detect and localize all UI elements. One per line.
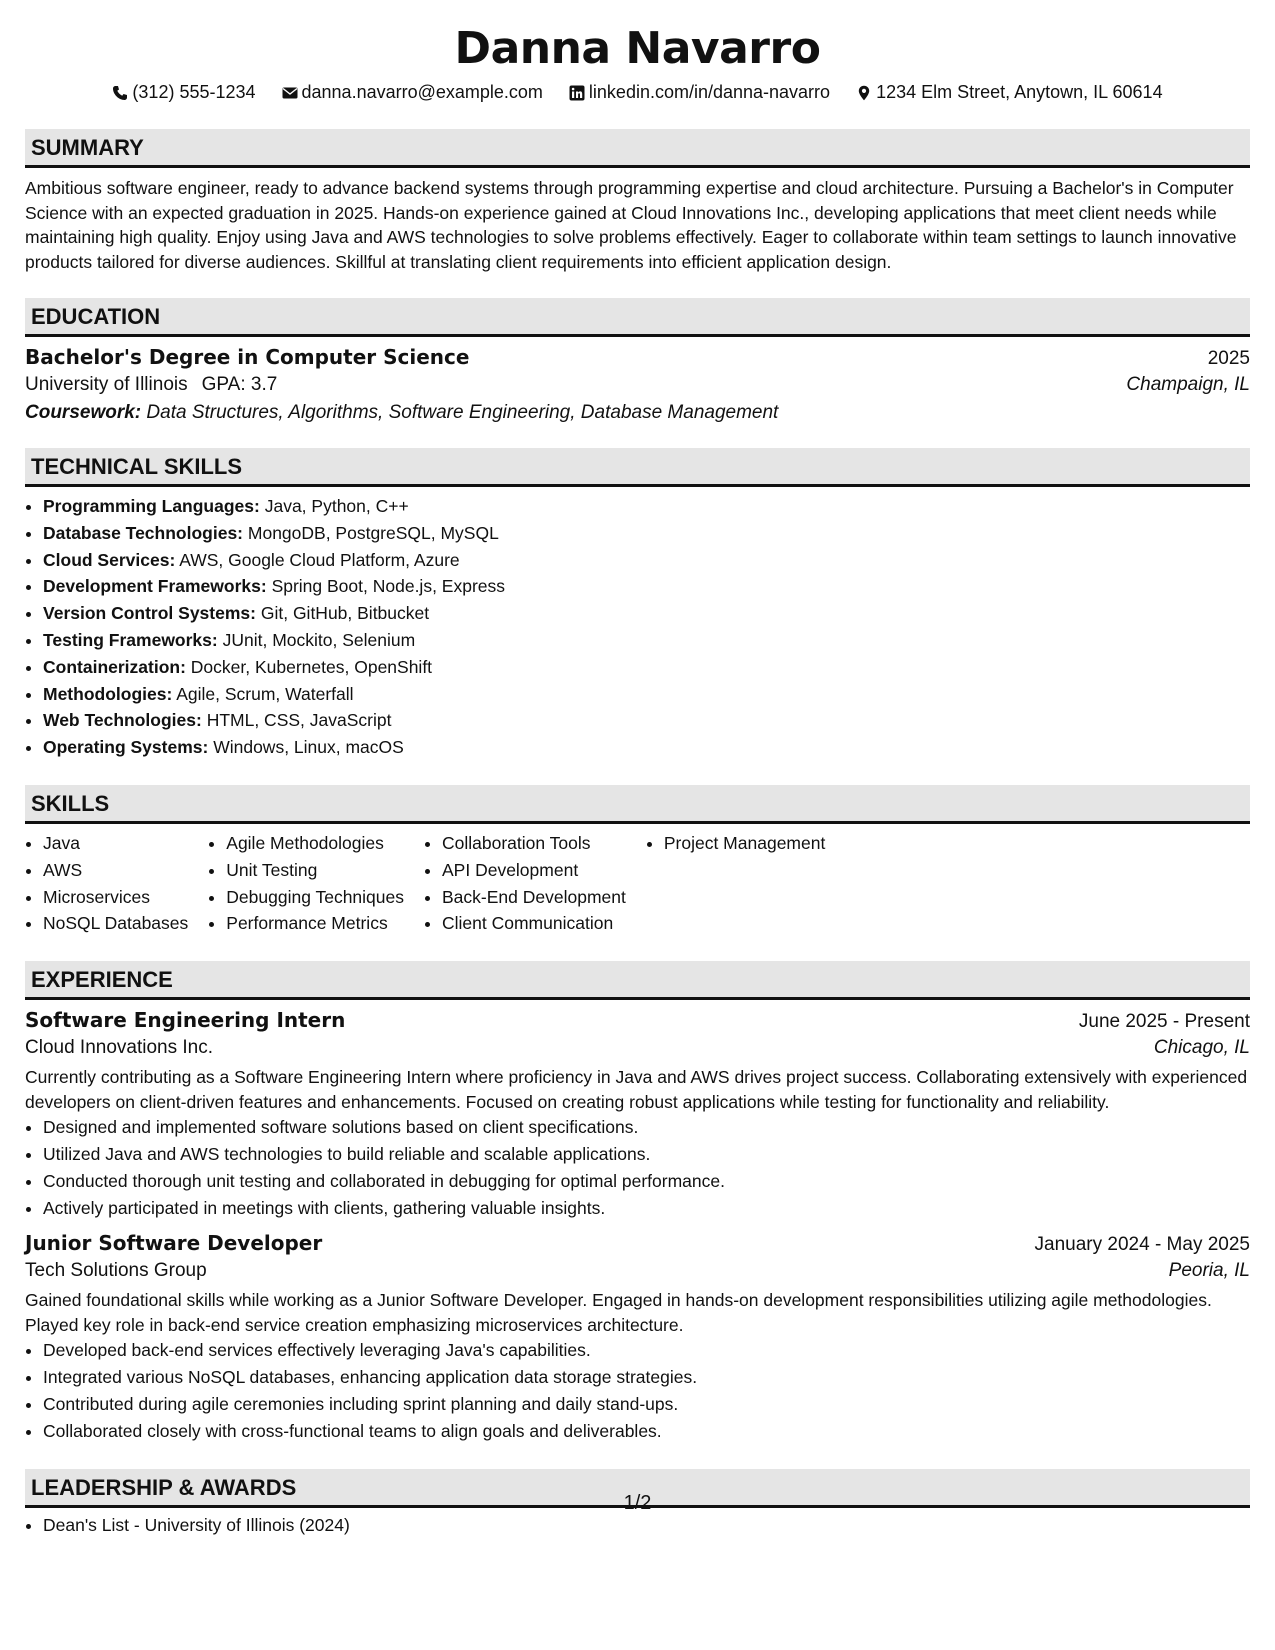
skill-category: Database Technologies: (43, 522, 244, 543)
job-summary: Gained foundational skills while working as a Junior Software Developer. Engaged in hands-on development responsibilities utilizing agile methodologies. Played key role in back-end service creation emphasizing microservices architecture. (25, 1290, 1212, 1335)
list-item: • Unit Testing (226, 857, 404, 884)
skill-category: Development Frameworks: (43, 576, 267, 597)
skill-values: Windows, Linux, macOS (213, 737, 404, 758)
job-company-row (25, 1037, 1250, 1059)
list-item: • Dean's List - University of Illinois (2024) (43, 1512, 1250, 1539)
list-item (43, 654, 1250, 681)
skills-column (424, 830, 626, 937)
summary-text: Ambitious software engineer, ready to advance backend systems through programming expertise and cloud architecture. Pursuing a Bachelor's in Computer Science with an expected graduation in 2025. Hands-on experience gained at Cloud Innovations Inc., developing applications that meet client needs while maintaining high quality. Enjoy using Java and AWS technologies to solve problems effectively. Eager to collaborate within team settings to launch innovative products tailored for diverse audiences. Skillful at translating client requirements into efficient application design. (25, 178, 1237, 272)
candidate-name: Danna Navarro (454, 23, 821, 74)
graduation-year: 2025 (1207, 348, 1250, 369)
list-item: • NoSQL Databases (43, 910, 188, 937)
resume-page (25, 22, 1250, 1538)
job-dates: January 2024 - May 2025 (1034, 1234, 1250, 1256)
list-item (43, 520, 1250, 547)
list-item: • AWS (43, 857, 188, 884)
job-company-row (25, 1260, 1250, 1282)
linkedin-text: linkedin.com/in/danna-navarro (588, 82, 831, 102)
skill-values: Agile, Scrum, Waterfall (176, 683, 354, 704)
skill-values: Docker, Kubernetes, OpenShift (190, 656, 433, 677)
skill-category: Version Control Systems: (43, 603, 256, 624)
skill-values: MongoDB, PostgreSQL, MySQL (247, 522, 499, 543)
section-heading-leadership: LEADERSHIP & AWARDS (25, 1469, 1250, 1508)
job-dates: June 2025 - Present (1078, 1011, 1250, 1033)
list-item: • Designed and implemented software solutions based on client specifications. (43, 1114, 1250, 1141)
list-item: • Actively participated in meetings with clients, gathering valuable insights. (43, 1195, 1250, 1222)
skill-values: Java, Python, C++ (264, 496, 409, 516)
list-item: • Conducted thorough unit testing and collaborated in debugging for optimal performance. (43, 1168, 1250, 1195)
page-number: 1/2 (623, 1492, 652, 1514)
school-name: University of Illinois (25, 374, 188, 395)
skill-category: Programming Languages: (43, 496, 260, 516)
list-item: • Microservices (43, 884, 188, 911)
skills-column (25, 830, 188, 937)
job-entry (25, 1000, 1250, 1221)
company-name: Cloud Innovations Inc. (25, 1037, 214, 1059)
section-heading-summary: SUMMARY (25, 129, 1250, 168)
list-item: • Project Management (664, 830, 825, 857)
job-summary: Currently contributing as a Software Engineering Intern where proficiency in Java and AWS drives project success. Collaborating extensively with experienced developers on client-driven features and enhancements. Focused on creating robust applications while testing for functionality and reliability. (25, 1067, 1248, 1112)
section-heading-experience: EXPERIENCE (25, 961, 1250, 1000)
list-item: • Client Communication (442, 910, 626, 937)
list-item: • Back-End Development (442, 884, 626, 911)
list-item: • Debugging Techniques (226, 884, 404, 911)
school-line (25, 374, 277, 396)
list-item (43, 573, 1250, 600)
map-pin-icon (856, 85, 872, 101)
list-item (43, 547, 1250, 574)
leadership-list (25, 1512, 1250, 1539)
skill-category: Operating Systems: (43, 737, 209, 758)
coursework-label: Coursework: (25, 402, 142, 423)
contact-address (856, 82, 1163, 103)
education-degree-row (25, 345, 1250, 370)
list-item: • Agile Methodologies (226, 830, 404, 857)
skill-category: Testing Frameworks: (43, 629, 218, 650)
job-title: Software Engineering Intern (25, 1008, 346, 1033)
job-location: Chicago, IL (1153, 1037, 1250, 1059)
skill-category: Containerization: (43, 656, 186, 677)
contact-email[interactable] (282, 82, 543, 103)
technical-skills-list (25, 493, 1250, 761)
section-heading-education: EDUCATION (25, 298, 1250, 337)
company-name: Tech Solutions Group (25, 1260, 207, 1282)
list-item (43, 600, 1250, 627)
job-bullets (25, 1114, 1250, 1221)
contact-phone (112, 82, 255, 103)
list-item: • Java (43, 830, 188, 857)
list-item: • Utilized Java and AWS technologies to build reliable and scalable applications. (43, 1141, 1250, 1168)
envelope-icon (282, 85, 298, 101)
skill-category: Methodologies: (43, 683, 173, 704)
skills-column (646, 830, 825, 937)
list-item: • Collaborated closely with cross-functional teams to align goals and deliverables. (43, 1418, 1250, 1445)
list-item (43, 681, 1250, 708)
degree-title: Bachelor's Degree in Computer Science (25, 345, 470, 369)
list-item: • Integrated various NoSQL databases, enhancing application data storage strategies. (43, 1364, 1250, 1391)
coursework-line (25, 402, 1250, 424)
skill-values: AWS, Google Cloud Platform, Azure (179, 549, 460, 570)
list-item (43, 493, 1250, 520)
email-text: danna.navarro@example.com (301, 82, 543, 102)
list-item: • Contributed during agile ceremonies including sprint planning and daily stand-ups. (43, 1391, 1250, 1418)
skill-values: Spring Boot, Node.js, Express (271, 576, 506, 597)
address-text: 1234 Elm Street, Anytown, IL 60614 (876, 82, 1163, 102)
list-item: • API Development (442, 857, 626, 884)
skills-grid (25, 830, 1250, 937)
section-heading-skills: SKILLS (25, 785, 1250, 824)
skill-values: Git, GitHub, Bitbucket (260, 603, 430, 624)
list-item: • Performance Metrics (226, 910, 404, 937)
job-bullets (25, 1337, 1250, 1444)
phone-icon (112, 85, 128, 101)
job-title: Junior Software Developer (25, 1231, 323, 1256)
skill-category: Web Technologies: (43, 710, 202, 731)
coursework-list: Data Structures, Algorithms, Software Engineering, Database Management (146, 402, 779, 423)
skill-category: Cloud Services: (43, 549, 176, 570)
education-school-row (25, 374, 1250, 396)
job-location: Peoria, IL (1168, 1260, 1250, 1282)
list-item: • Developed back-end services effectively leveraging Java's capabilities. (43, 1337, 1250, 1364)
job-title-row (25, 1000, 1250, 1033)
gpa: GPA: 3.7 (201, 374, 278, 395)
list-item (43, 707, 1250, 734)
phone-text: (312) 555-1234 (132, 82, 256, 102)
skill-values: JUnit, Mockito, Selenium (222, 629, 416, 650)
list-item: • Collaboration Tools (442, 830, 626, 857)
linkedin-icon (569, 85, 585, 101)
school-location: Champaign, IL (1126, 374, 1250, 395)
contact-bar (25, 82, 1250, 103)
skills-column (208, 830, 404, 937)
section-heading-technical-skills: TECHNICAL SKILLS (25, 448, 1250, 487)
list-item (43, 734, 1250, 761)
list-item (43, 627, 1250, 654)
skill-values: HTML, CSS, JavaScript (206, 710, 392, 731)
job-title-row (25, 1221, 1250, 1256)
contact-linkedin[interactable] (569, 82, 830, 103)
job-entry (25, 1221, 1250, 1444)
